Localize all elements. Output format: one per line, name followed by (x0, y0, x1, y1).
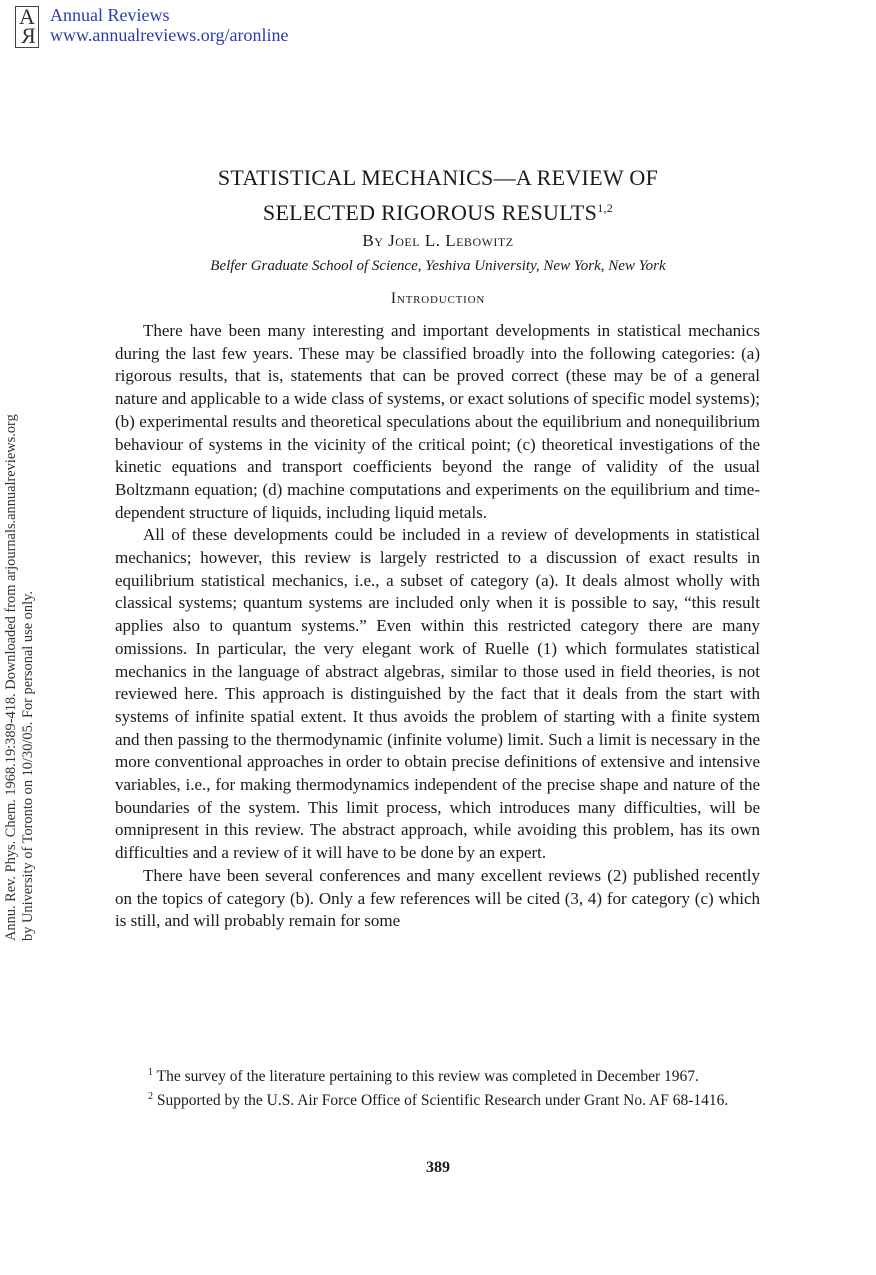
logo-letter-a: A (19, 6, 35, 29)
logo-letter-r: R (21, 23, 36, 48)
footnote-text: Supported by the U.S. Air Force Office of Scientific Research under Grant No. AF 68-1416. (156, 1092, 729, 1110)
body-paragraph: All of these developments could be included in a review of developments in statistical mechanics; however, this review is largely restricted to a discussion of exact results in equilibrium statistical mechanics, i.e., a subset of category (a). It deals almost wholly with classical systems; quantum systems are included only when it is possible to say, “this result applies also to quantum systems.” Even within this restricted category there are many omissions. In particular, the very elegant work of Ruelle (1) which formulates statistical mechanics in the language of abstract algebras, similar to those used in field theories, is not reviewed here. This approach is distinguished by the fact that it deals from the start with systems of infinite spatial extent. It thus avoids the problem of starting with a finite system and then passing to the thermodynamic (infinite volume) limit. Such a limit is necessary in the more conventional approaches in order to obtain precise definitions of extensive and intensive variables, i.e., for making thermodynamics independent of the precise shape and nature of the boundaries of the system. This limit process, which introduces many difficulties, will be omnipresent in this review. The abstract approach, while avoiding this problem, has its own difficulties and a review of it will have to be done by an expert. (115, 525, 760, 863)
footnote-item (110, 1087, 760, 1111)
publisher-header (50, 5, 288, 45)
title-line-1: STATISTICAL MECHANICS—A REVIEW OF (217, 165, 659, 190)
article-title (0, 163, 876, 228)
page-number: 389 (426, 1159, 450, 1176)
body-paragraph: There have been many interesting and important developments in statistical mechanics during the last few years. These may be classified broadly into the following categories: (a) rigorous results, that is, statements that can be proved correct (these may be of a general nature and applicable to a wide class of systems, or exact solutions of specific model systems); (b) experimental results and theoretical speculations about the equilibrium and nonequilibrium behaviour of systems in the vicinity of the critical point; (c) theoretical investigations of the kinetic equations and transport coefficients beyond the range of validity of the usual Boltzmann equation; (d) machine computations and experiments on the equilibrium and time-dependent structure of liquids, including liquid metals. (115, 321, 760, 522)
footnotes (110, 1063, 760, 1111)
footnote-item (110, 1063, 760, 1087)
footnote-mark: 2 (148, 1091, 153, 1103)
download-watermark-line2: by University of Toronto on 10/30/05. For personal use only. (20, 591, 36, 941)
author-line: By Joel L. Lebowitz (362, 231, 514, 250)
article-body (115, 320, 760, 933)
footnote-text: The survey of the literature pertaining to this review was completed in December 1967. (156, 1068, 699, 1086)
title-line-2-text: SELECTED RIGOROUS RESULTS (262, 200, 598, 225)
author-affiliation: Belfer Graduate School of Science, Yeshiva University, New York, New York (210, 258, 666, 274)
download-watermark (3, 414, 37, 941)
body-paragraph: There have been several conferences and many excellent reviews (2) published recently on the topics of category (b). Only a few references will be cited (3, 4) for category (c) which is still, and will probably remain for some (115, 865, 760, 931)
download-watermark-line1: Annu. Rev. Phys. Chem. 1968.19:389-418. Downloaded from arjournals.annualreviews.org (3, 414, 19, 941)
title-line-2 (0, 193, 876, 228)
footnote-mark: 1 (148, 1067, 153, 1078)
publisher-url-link[interactable]: www.annualreviews.org/aronline (50, 25, 289, 45)
title-footnote-marks: 1,2 (597, 201, 614, 215)
annual-reviews-logo (15, 6, 39, 48)
publisher-name-link[interactable]: Annual Reviews (50, 5, 170, 25)
section-heading: Introduction (390, 290, 486, 307)
